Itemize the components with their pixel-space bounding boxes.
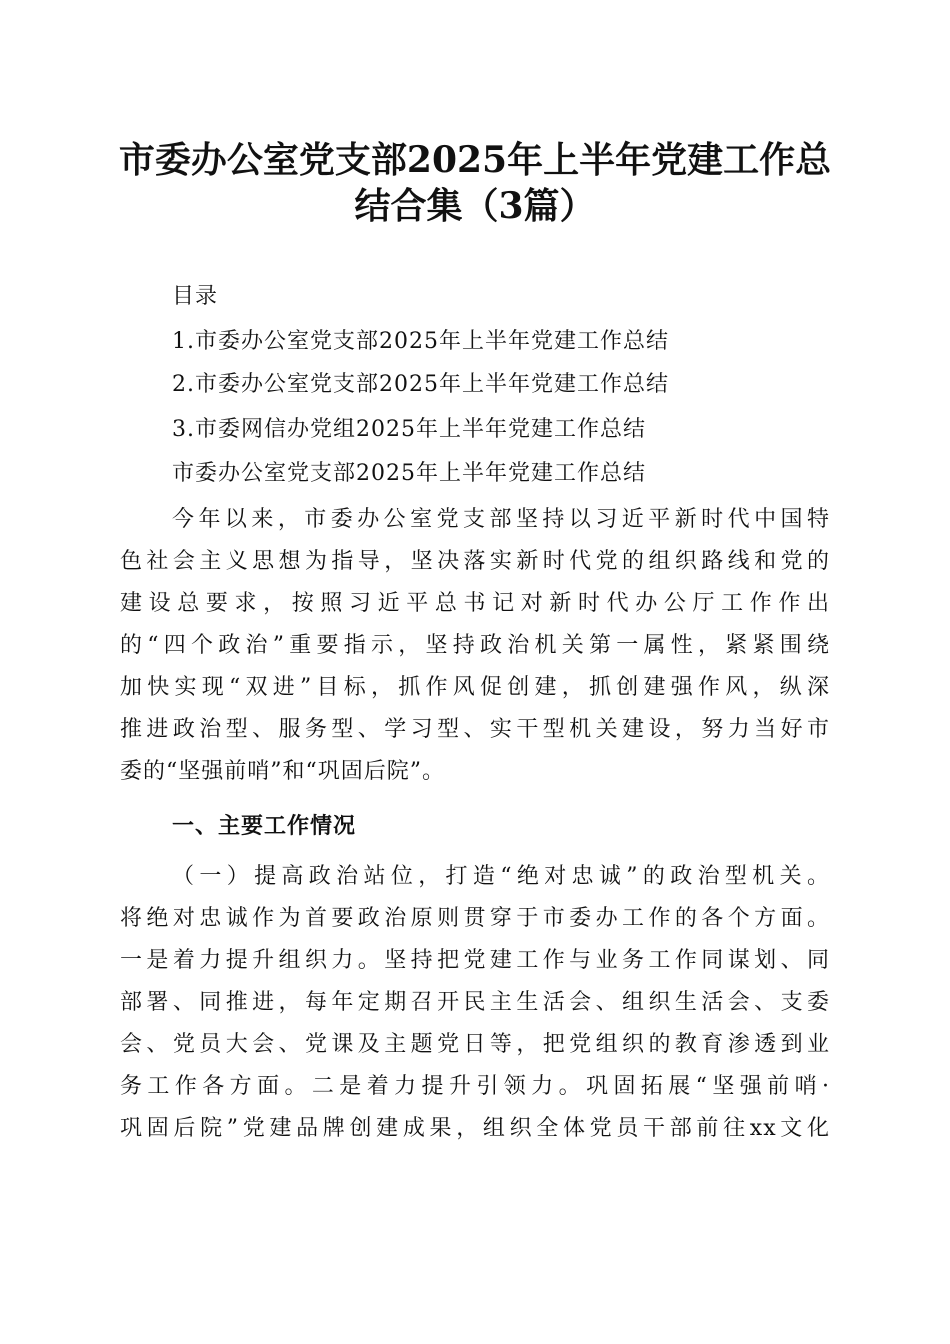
toc-item-3: 3.市委网信办党组2025年上半年党建工作总结 <box>172 417 646 442</box>
intro-line-1: 今年以来，市委办公室党支部坚持以习近平新时代中国特 <box>172 507 830 532</box>
section1-line-2: 将绝对忠诚作为首要政治原则贯穿于市委办工作的各个方面。 <box>120 906 830 931</box>
document-title-line-2: 结合集（3篇） <box>354 185 596 227</box>
intro-line-6: 推进政治型、服务型、学习型、实干型机关建设，努力当好市 <box>120 717 830 742</box>
intro-line-4: 的“四个政治”重要指示，坚持政治机关第一属性，紧紧围绕 <box>120 633 830 658</box>
intro-paragraph <box>120 499 830 793</box>
document-title-line-1: 市委办公室党支部2025年上半年党建工作总 <box>118 139 832 181</box>
intro-line-5: 加快实现“双进”目标，抓作风促创建，抓创建强作风，纵深 <box>120 675 830 700</box>
toc-item-2: 2.市委办公室党支部2025年上半年党建工作总结 <box>172 372 669 397</box>
section1-line-1: （一）提高政治站位，打造“绝对忠诚”的政治型机关。 <box>172 864 830 889</box>
section1-line-7: 巩固后院”党建品牌创建成果，组织全体党员干部前往xx文化 <box>120 1116 830 1141</box>
intro-line-3: 建设总要求，按照习近平总书记对新时代办公厅工作作出 <box>120 591 830 616</box>
toc-item-1: 1.市委办公室党支部2025年上半年党建工作总结 <box>172 329 669 354</box>
intro-line-7: 委的“坚强前哨”和“巩固后院”。 <box>120 759 445 784</box>
document-title <box>100 137 850 229</box>
section1-paragraph <box>120 856 830 1150</box>
section1-line-4: 部署、同推进，每年定期召开民主生活会、组织生活会、支委 <box>120 990 830 1015</box>
section1-line-3: 一是着力提升组织力。坚持把党建工作与业务工作同谋划、同 <box>120 948 830 973</box>
toc-label: 目录 <box>172 284 219 309</box>
intro-line-2: 色社会主义思想为指导，坚决落实新时代党的组织路线和党的 <box>120 549 830 574</box>
section1-line-6: 务工作各方面。二是着力提升引领力。巩固拓展“坚强前哨· <box>120 1074 830 1099</box>
section1-line-5: 会、党员大会、党课及主题党日等，把党组织的教育渗透到业 <box>120 1032 830 1057</box>
article-title: 市委办公室党支部2025年上半年党建工作总结 <box>172 461 646 486</box>
section-heading-1: 一、主要工作情况 <box>172 814 357 839</box>
